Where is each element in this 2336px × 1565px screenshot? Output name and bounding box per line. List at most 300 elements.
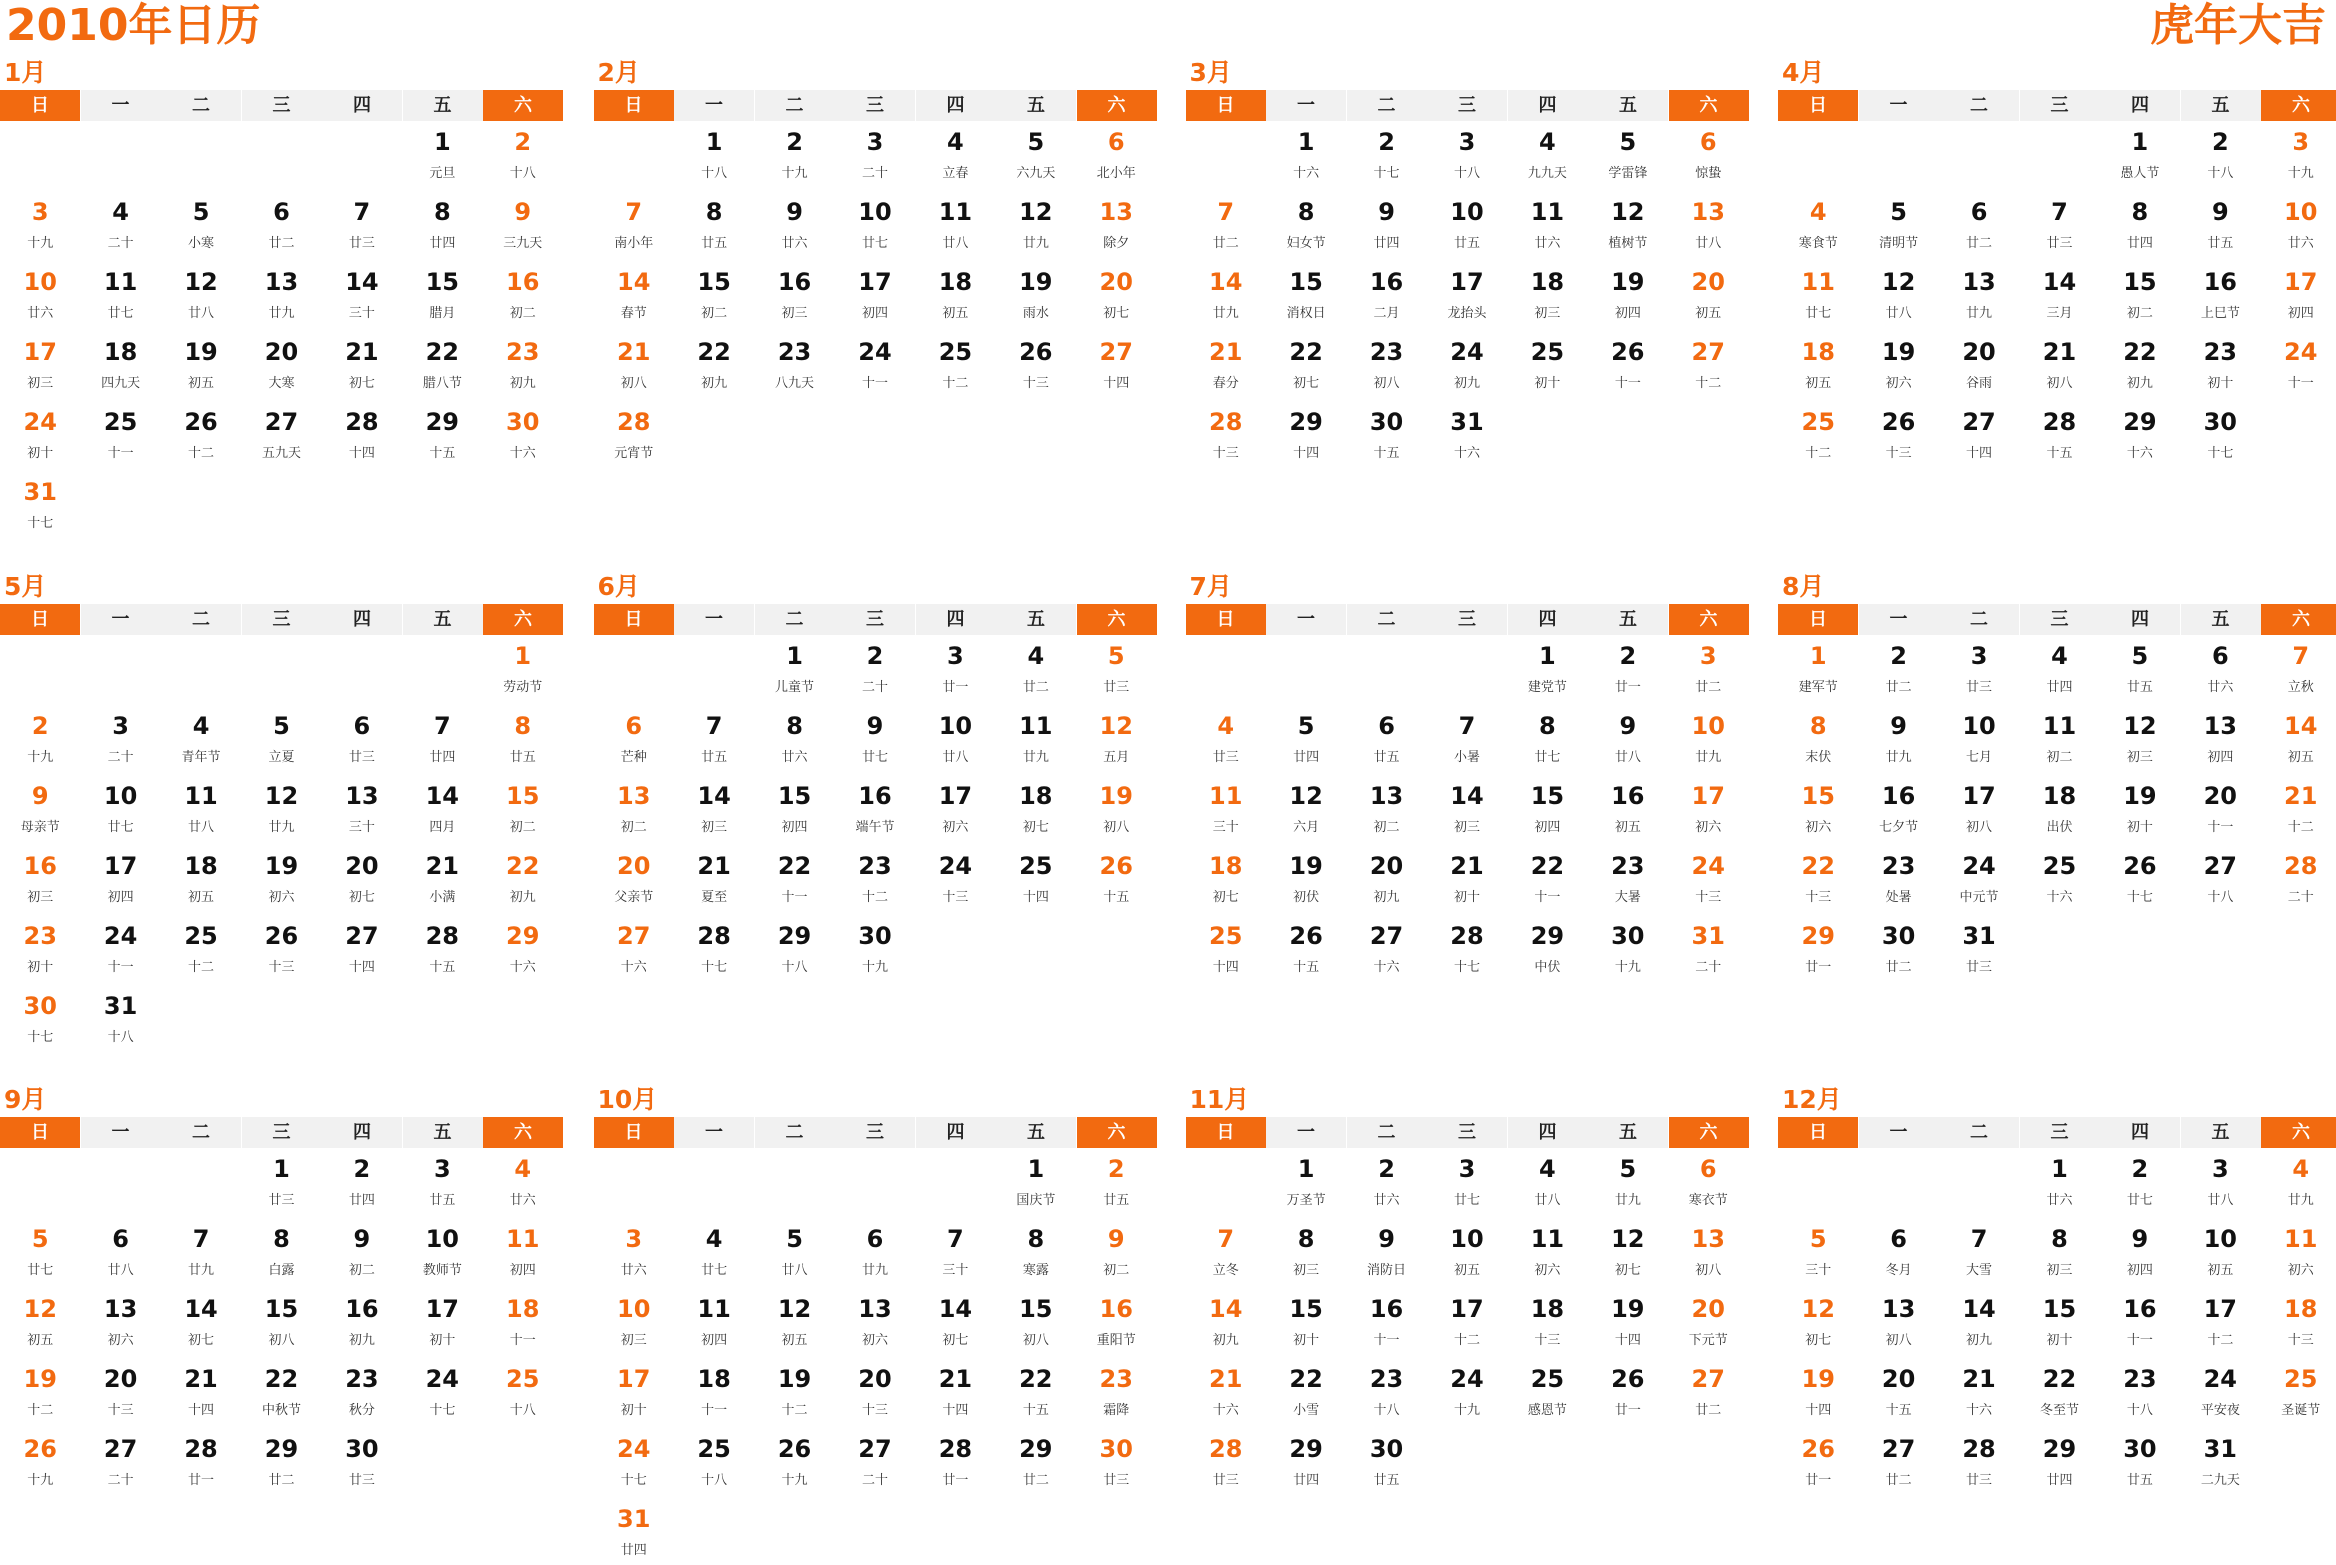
day-number: 16	[1369, 268, 1404, 296]
day-cell	[1266, 705, 1346, 775]
day-number: 14	[697, 782, 731, 810]
day-grid	[594, 121, 1157, 471]
day-grid	[1778, 1148, 2336, 1498]
day-number: 12	[1289, 782, 1323, 810]
day-number: 11	[184, 782, 218, 810]
day-number: 13	[858, 1295, 892, 1323]
day-cell	[835, 1288, 915, 1358]
day-number: 16	[506, 268, 540, 296]
lunar-date: 十三	[1885, 446, 1912, 461]
day-number: 20	[2203, 782, 2238, 810]
day-cell	[915, 635, 995, 705]
lunar-date: 十七	[1453, 960, 1480, 975]
day-cell	[402, 121, 482, 191]
day-number: 22	[1530, 852, 1565, 880]
day-cell	[754, 915, 834, 985]
day-cell	[1266, 261, 1346, 331]
weekday-label: 四	[1508, 1117, 1588, 1148]
day-number: 12	[1801, 1295, 1835, 1323]
day-cell	[1186, 915, 1266, 985]
day-cell	[1778, 1288, 1858, 1358]
day-number: 15	[2123, 268, 2157, 296]
lunar-date: 初七	[1614, 1263, 1641, 1278]
lunar-date: 感恩节	[1527, 1403, 1567, 1418]
day-cell	[1507, 775, 1587, 845]
month-title: 10月	[597, 1085, 658, 1114]
day-number: 11	[1530, 1225, 1565, 1253]
day-number: 17	[1450, 268, 1484, 296]
day-cell	[80, 191, 160, 261]
month-title: 7月	[1189, 572, 1232, 601]
day-cell	[1778, 191, 1858, 261]
lunar-date: 初五	[27, 1333, 54, 1348]
day-number: 16	[2203, 268, 2238, 296]
day-cell	[2180, 1428, 2260, 1498]
day-number: 10	[1962, 712, 1996, 740]
lunar-date: 霜降	[1103, 1403, 1130, 1418]
lunar-date: 父亲节	[614, 890, 654, 905]
day-number: 20	[103, 1365, 138, 1393]
lunar-date: 立秋	[2287, 680, 2314, 695]
month-title: 8月	[1782, 572, 1825, 601]
day-cell	[322, 331, 402, 401]
day-number: 15	[1530, 782, 1565, 810]
lunar-date: 初四	[701, 1333, 728, 1348]
weekday-label: 二	[1939, 1117, 2019, 1148]
lunar-date: 十六	[509, 446, 536, 461]
day-number: 4	[1027, 642, 1045, 670]
day-cell	[402, 1218, 482, 1288]
weekday-label: 六	[1077, 604, 1157, 635]
lunar-date: 初八	[1695, 1263, 1722, 1278]
day-number: 1	[514, 642, 532, 670]
day-cell	[674, 1218, 754, 1288]
day-number: 29	[1019, 1435, 1053, 1463]
day-cell	[1858, 261, 1938, 331]
day-number: 19	[1019, 268, 1053, 296]
day-cell	[674, 775, 754, 845]
lunar-date: 十五	[1022, 1403, 1049, 1418]
lunar-date: 廿五	[429, 1193, 456, 1208]
lunar-date: 廿四	[429, 236, 456, 251]
day-cell	[1668, 191, 1748, 261]
day-number: 31	[1962, 922, 1996, 950]
day-cell	[1778, 1358, 1858, 1428]
day-number: 31	[23, 478, 57, 506]
day-number: 12	[2123, 712, 2157, 740]
day-number: 11	[1019, 712, 1053, 740]
day-cell	[322, 1288, 402, 1358]
lunar-date: 端午节	[855, 820, 895, 835]
day-number: 14	[345, 268, 379, 296]
lunar-date: 十七	[620, 1473, 647, 1488]
day-cell	[996, 331, 1076, 401]
day-cell	[1668, 331, 1748, 401]
lunar-date: 十八	[781, 960, 808, 975]
day-number: 25	[506, 1365, 540, 1393]
day-number: 5	[1027, 128, 1045, 156]
day-cell	[1427, 1358, 1507, 1428]
lunar-date: 初二	[348, 1263, 375, 1278]
day-cell	[1507, 635, 1587, 705]
lunar-date: 廿三	[2046, 236, 2073, 251]
page-title: 2010年日历	[6, 0, 261, 51]
day-cell	[835, 1218, 915, 1288]
day-cell	[483, 845, 563, 915]
day-cell	[161, 1428, 241, 1498]
lunar-date: 重阳节	[1096, 1333, 1136, 1348]
lunar-date: 立春	[942, 166, 969, 181]
day-cell	[483, 635, 563, 705]
month-block	[1778, 1083, 2336, 1565]
day-number: 17	[23, 338, 57, 366]
lunar-date: 初七	[942, 1333, 969, 1348]
day-grid	[0, 1148, 563, 1498]
weekday-label: 六	[483, 604, 563, 635]
empty-cell	[161, 635, 241, 705]
day-number: 28	[1962, 1435, 1996, 1463]
lunar-date: 四九天	[101, 376, 141, 391]
lunar-date: 初三	[1453, 820, 1480, 835]
day-cell	[1858, 1288, 1938, 1358]
weekday-label: 五	[1588, 1117, 1668, 1148]
day-number: 23	[1369, 338, 1404, 366]
day-cell	[1507, 261, 1587, 331]
lunar-date: 小满	[429, 890, 456, 905]
day-number: 3	[433, 1155, 451, 1183]
day-cell	[2019, 261, 2099, 331]
day-number: 31	[1450, 408, 1484, 436]
weekday-label: 日	[594, 1117, 674, 1148]
day-cell	[1186, 775, 1266, 845]
lunar-date: 廿九	[1966, 306, 1993, 321]
day-number: 30	[23, 992, 57, 1020]
lunar-date: 十九	[27, 750, 54, 765]
day-cell	[1939, 775, 2019, 845]
day-number: 15	[1019, 1295, 1053, 1323]
day-number: 9	[1378, 198, 1395, 226]
day-number: 25	[1530, 338, 1565, 366]
lunar-date: 初五	[1805, 376, 1832, 391]
day-cell	[1266, 1288, 1346, 1358]
day-cell	[2100, 121, 2180, 191]
day-cell	[1346, 401, 1426, 471]
day-cell	[80, 775, 160, 845]
lunar-date: 十八	[2207, 890, 2234, 905]
lunar-date: 廿五	[701, 750, 728, 765]
day-cell	[2100, 401, 2180, 471]
lunar-date: 廿五	[509, 750, 536, 765]
day-cell	[2100, 191, 2180, 261]
day-cell	[674, 915, 754, 985]
weekday-label: 三	[835, 604, 915, 635]
day-number: 9	[1890, 712, 1907, 740]
lunar-date: 廿八	[1885, 306, 1912, 321]
day-cell	[1507, 845, 1587, 915]
day-number: 7	[1458, 712, 1476, 740]
lunar-date: 十六	[1453, 446, 1480, 461]
day-cell	[1588, 1358, 1668, 1428]
lunar-date: 中元节	[1959, 890, 1999, 905]
weekday-label: 一	[81, 604, 161, 635]
lunar-date: 廿三	[1966, 960, 1993, 975]
day-number: 6	[1378, 712, 1395, 740]
day-cell	[2261, 261, 2336, 331]
day-number: 30	[1099, 1435, 1133, 1463]
day-number: 19	[1289, 852, 1323, 880]
lunar-date: 初三	[620, 1333, 647, 1348]
day-cell	[1668, 1358, 1748, 1428]
day-number: 3	[1699, 642, 1717, 670]
day-number: 27	[1962, 408, 1996, 436]
lunar-date: 腊八节	[422, 376, 462, 391]
day-cell	[1778, 401, 1858, 471]
lunar-date: 十五	[1373, 446, 1400, 461]
day-cell	[0, 1428, 80, 1498]
weekday-label: 三	[1427, 90, 1507, 121]
lunar-date: 初二	[620, 820, 647, 835]
lunar-date: 春节	[620, 306, 647, 321]
day-number: 29	[1801, 922, 1835, 950]
lunar-date: 初八	[1373, 376, 1400, 391]
day-number: 8	[705, 198, 723, 226]
day-number: 9	[31, 782, 49, 810]
lunar-date: 大雪	[1966, 1263, 1993, 1278]
empty-cell	[80, 1148, 160, 1218]
day-number: 10	[103, 782, 138, 810]
day-number: 31	[617, 1505, 651, 1533]
day-number: 16	[1099, 1295, 1133, 1323]
lunar-date: 小寒	[188, 236, 215, 251]
lunar-date: 十七	[2207, 446, 2234, 461]
day-number: 24	[425, 1365, 460, 1393]
day-cell	[835, 261, 915, 331]
lunar-date: 寒食节	[1798, 236, 1838, 251]
lunar-date: 廿四	[2046, 1473, 2073, 1488]
month-block	[594, 1083, 1157, 1565]
lunar-date: 初二	[2126, 306, 2153, 321]
day-cell	[2261, 1148, 2336, 1218]
day-number: 5	[192, 198, 210, 226]
day-cell	[402, 1358, 482, 1428]
day-cell	[241, 401, 321, 471]
day-cell	[1858, 845, 1938, 915]
lunar-date: 廿一	[1805, 960, 1832, 975]
day-cell	[402, 1148, 482, 1218]
day-cell	[835, 191, 915, 261]
weekday-label: 三	[835, 90, 915, 121]
lunar-date: 初八	[2046, 376, 2073, 391]
day-number: 4	[1539, 128, 1556, 156]
day-cell	[2100, 261, 2180, 331]
lunar-date: 廿二	[1885, 680, 1912, 695]
day-number: 12	[23, 1295, 57, 1323]
day-cell	[996, 845, 1076, 915]
day-cell	[996, 1148, 1076, 1218]
day-cell	[0, 191, 80, 261]
day-cell	[915, 705, 995, 775]
day-cell	[322, 261, 402, 331]
lunar-date: 初九	[1966, 1333, 1993, 1348]
lunar-date: 十五	[429, 446, 456, 461]
day-number: 13	[1881, 1295, 1916, 1323]
day-number: 26	[2123, 852, 2157, 880]
day-cell	[1427, 845, 1507, 915]
empty-cell	[594, 1148, 674, 1218]
day-number: 1	[1297, 1155, 1315, 1183]
day-number: 25	[2042, 852, 2077, 880]
day-cell	[2261, 1288, 2336, 1358]
lunar-date: 初八	[268, 1333, 295, 1348]
day-number: 14	[2284, 712, 2318, 740]
lunar-date: 母亲节	[20, 820, 60, 835]
day-number: 4	[705, 1225, 723, 1253]
day-number: 7	[947, 1225, 964, 1253]
lunar-date: 廿五	[701, 236, 728, 251]
day-cell	[2261, 845, 2336, 915]
lunar-date: 廿九	[1614, 1193, 1641, 1208]
day-cell	[161, 191, 241, 261]
lunar-date: 初二	[1103, 1263, 1130, 1278]
lunar-date: 寒露	[1022, 1263, 1049, 1278]
day-cell	[2180, 1288, 2260, 1358]
lunar-date: 十六	[2046, 890, 2073, 905]
weekday-label: 三	[835, 1117, 915, 1148]
day-number: 9	[786, 198, 803, 226]
lunar-date: 初二	[509, 306, 536, 321]
day-number: 7	[353, 198, 371, 226]
month-title: 1月	[4, 58, 47, 87]
weekday-header	[0, 604, 563, 635]
day-cell	[2019, 401, 2099, 471]
lunar-date: 廿四	[429, 750, 456, 765]
day-cell	[2019, 1358, 2099, 1428]
weekday-label: 一	[1859, 90, 1939, 121]
day-cell	[1346, 191, 1426, 261]
empty-cell	[0, 635, 80, 705]
lunar-date: 廿九	[1885, 750, 1912, 765]
lunar-date: 初三	[781, 306, 808, 321]
lunar-date: 龙抬头	[1447, 306, 1487, 321]
day-cell	[2180, 331, 2260, 401]
day-number: 20	[1691, 1295, 1725, 1323]
day-cell	[835, 845, 915, 915]
empty-cell	[1346, 635, 1426, 705]
day-cell	[1076, 121, 1156, 191]
lunar-date: 廿一	[942, 680, 969, 695]
day-number: 23	[2203, 338, 2238, 366]
day-cell	[1076, 331, 1156, 401]
day-cell	[1778, 845, 1858, 915]
lunar-date: 十一	[509, 1333, 536, 1348]
weekday-label: 四	[916, 90, 996, 121]
day-number: 7	[2292, 642, 2310, 670]
month-block	[1778, 570, 2336, 1070]
lunar-date: 十四	[1103, 376, 1130, 391]
lunar-date: 廿六	[2046, 1193, 2073, 1208]
month-block	[594, 56, 1157, 556]
lunar-date: 十七	[701, 960, 728, 975]
day-cell	[2019, 775, 2099, 845]
day-cell	[1858, 775, 1938, 845]
day-number: 2	[2131, 1155, 2149, 1183]
lunar-date: 初七	[1103, 306, 1130, 321]
day-cell	[1076, 1428, 1156, 1498]
lunar-date: 清明节	[1879, 236, 1919, 251]
day-number: 30	[1881, 922, 1916, 950]
day-number: 10	[1691, 712, 1725, 740]
day-number: 24	[1450, 1365, 1484, 1393]
lunar-date: 廿五	[2207, 236, 2234, 251]
day-cell	[1346, 1288, 1426, 1358]
day-number: 20	[1099, 268, 1133, 296]
empty-cell	[1858, 1148, 1938, 1218]
lunar-date: 廿四	[620, 1543, 647, 1558]
lunar-date: 四月	[429, 820, 456, 835]
lunar-date: 廿二	[1885, 960, 1912, 975]
lunar-date: 十七	[2126, 890, 2153, 905]
day-number: 20	[1691, 268, 1725, 296]
empty-cell	[835, 1148, 915, 1218]
day-number: 22	[506, 852, 540, 880]
day-number: 8	[1539, 712, 1556, 740]
day-number: 21	[1209, 338, 1243, 366]
lunar-date: 十四	[348, 446, 375, 461]
weekday-label: 一	[1266, 604, 1346, 635]
lunar-date: 初五	[2287, 750, 2314, 765]
day-cell	[80, 1288, 160, 1358]
day-cell	[402, 775, 482, 845]
day-number: 14	[2042, 268, 2077, 296]
day-number: 17	[858, 268, 892, 296]
day-number: 2	[31, 712, 49, 740]
day-number: 20	[617, 852, 651, 880]
lunar-date: 十二	[1695, 376, 1722, 391]
lunar-date: 初七	[348, 890, 375, 905]
day-number: 23	[777, 338, 812, 366]
day-number: 27	[1369, 922, 1404, 950]
day-number: 15	[2042, 1295, 2077, 1323]
lunar-date: 二十	[861, 680, 888, 695]
day-cell	[2180, 1358, 2260, 1428]
day-cell	[0, 331, 80, 401]
lunar-date: 初三	[701, 820, 728, 835]
weekday-label: 二	[1347, 90, 1427, 121]
day-cell	[241, 915, 321, 985]
weekday-label: 五	[2181, 1117, 2261, 1148]
day-number: 8	[2051, 1225, 2068, 1253]
day-cell	[1507, 191, 1587, 261]
lunar-date: 十二	[942, 376, 969, 391]
day-cell	[161, 1358, 241, 1428]
day-number: 25	[2284, 1365, 2318, 1393]
lunar-date: 廿五	[1373, 1473, 1400, 1488]
lunar-date: 廿九	[1022, 236, 1049, 251]
day-number: 1	[1809, 642, 1827, 670]
lunar-date: 十二	[188, 446, 215, 461]
day-number: 24	[617, 1435, 651, 1463]
day-number: 4	[192, 712, 210, 740]
lunar-date: 十二	[1453, 1333, 1480, 1348]
day-cell	[754, 1218, 834, 1288]
day-cell	[674, 845, 754, 915]
lunar-date: 十一	[1373, 1333, 1400, 1348]
day-cell	[996, 705, 1076, 775]
day-cell	[241, 1288, 321, 1358]
day-number: 8	[433, 198, 451, 226]
day-cell	[594, 191, 674, 261]
weekday-label: 一	[81, 1117, 161, 1148]
